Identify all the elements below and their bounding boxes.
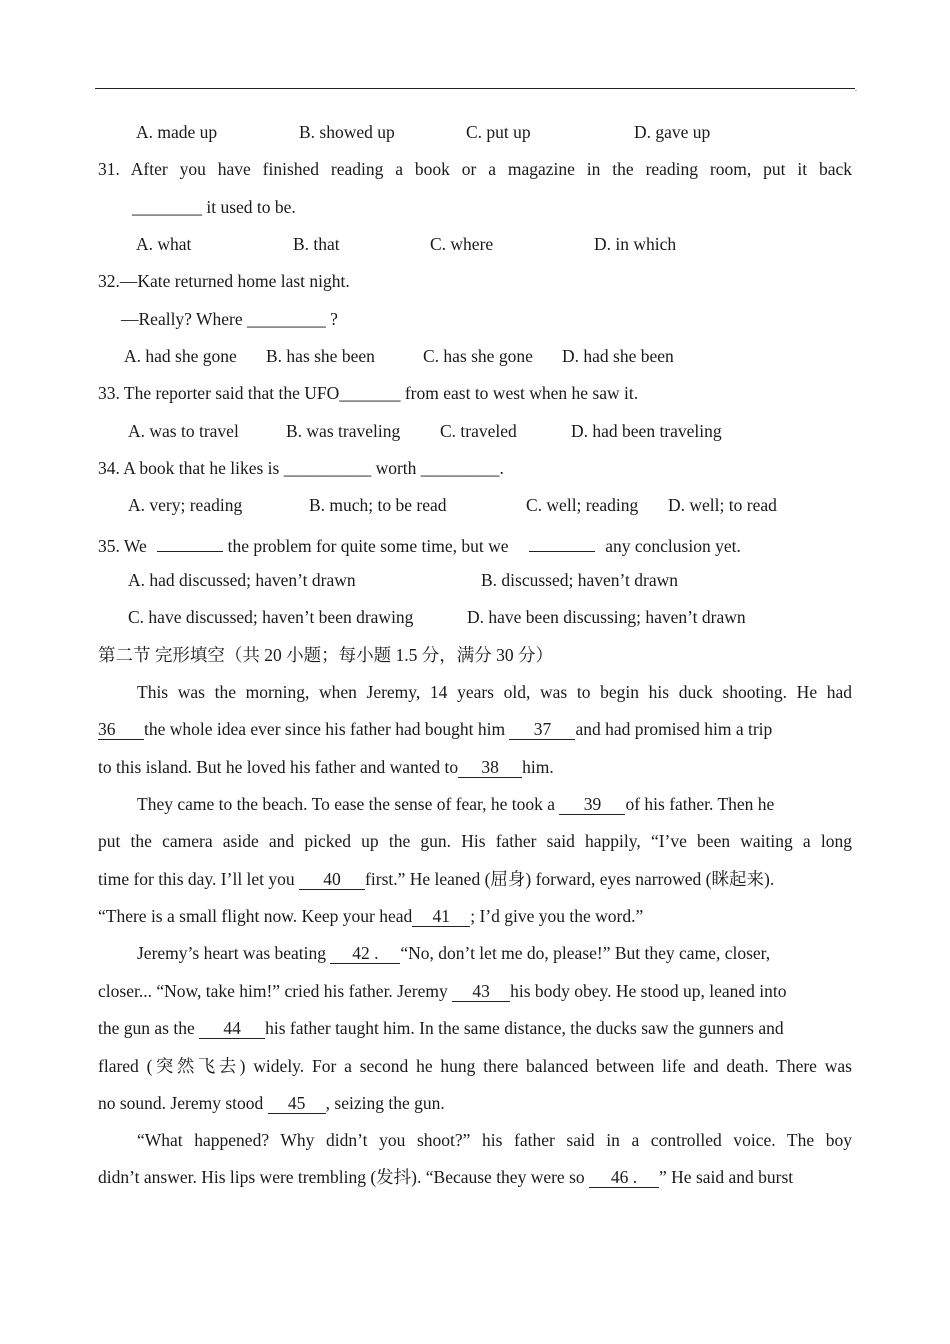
- q35-blank-1: [157, 531, 223, 552]
- q32-option-d: D. had she been: [562, 346, 674, 366]
- q35-blank-2: [529, 531, 595, 552]
- passage-line-10: [98, 1016, 852, 1040]
- q33-option-b: B. was traveling: [286, 421, 401, 441]
- q34-options: [98, 493, 852, 517]
- blank-43: 43: [452, 981, 510, 1002]
- q30-option-a: A. made up: [136, 122, 218, 142]
- passage-line-3: [98, 755, 852, 779]
- q35-stem-part3: any conclusion yet.: [600, 536, 741, 556]
- q35-option-c: C. have discussed; haven’t been drawing: [128, 607, 414, 627]
- passage-text: closer... “Now, take him!” cried his father. Jeremy: [98, 981, 453, 1001]
- q33-option-d: D. had been traveling: [571, 421, 722, 441]
- q35-stem-part2: the problem for quite some time, but we: [223, 536, 513, 556]
- blank-44: 44: [199, 1018, 265, 1039]
- passage-text: “There is a small flight now. Keep your head: [98, 906, 413, 926]
- passage-text: Jeremy’s heart was beating: [137, 943, 331, 963]
- passage-line-11: flared (突然飞去) widely. For a second he hung there balanced between life and death. There was: [98, 1056, 852, 1076]
- q35-stem-part1: 35. We: [98, 536, 152, 556]
- q30-option-b: B. showed up: [299, 122, 395, 142]
- passage-line-12: [98, 1091, 852, 1115]
- blank-45: 45: [268, 1093, 326, 1114]
- q31-blank: ________: [132, 197, 202, 217]
- passage-text: time for this day. I’ll let you: [98, 869, 300, 889]
- q33-option-c: C. traveled: [440, 421, 517, 441]
- passage-text: his father taught him. In the same distance, the ducks saw the gunners and: [265, 1018, 784, 1038]
- q34-option-a: A. very; reading: [128, 495, 243, 515]
- header-rule-end-mark: .: [855, 84, 857, 93]
- passage-text: didn’t answer. His lips were trembling (发抖). “Because they were so: [98, 1167, 590, 1187]
- q32-option-c: C. has she gone: [423, 346, 533, 366]
- passage-line-9: [98, 979, 852, 1003]
- passage-line-4: [137, 792, 852, 816]
- q34-stem: 34. A book that he likes is __________ worth _________.: [98, 458, 504, 478]
- q31-option-a: A. what: [136, 234, 192, 254]
- q31-option-b: B. that: [293, 234, 340, 254]
- passage-text: of his father. Then he: [625, 794, 775, 814]
- blank-37: 37: [509, 719, 575, 740]
- blank-46: 46 .: [589, 1167, 659, 1188]
- passage-text: to this island. But he loved his father and wanted to: [98, 757, 459, 777]
- blank-36: 36: [98, 719, 144, 740]
- passage-line-1: This was the morning, when Jeremy, 14 years old, was to begin his duck shooting. He had: [137, 682, 852, 702]
- q30-option-d: D. gave up: [634, 122, 711, 142]
- passage-text: no sound. Jeremy stood: [98, 1093, 268, 1113]
- blank-38: 38: [458, 757, 522, 778]
- q32-option-a: A. had she gone: [124, 346, 237, 366]
- passage-text: first.” He leaned (屈身) forward, eyes narrowed (眯起来).: [365, 869, 775, 889]
- q35-options-row2: [98, 605, 852, 629]
- q31-stem-line2: [132, 195, 832, 219]
- passage-text: ; I’d give you the word.”: [470, 906, 644, 926]
- blank-39: 39: [559, 794, 625, 815]
- q35-stem: [98, 531, 852, 555]
- blank-40: 40: [299, 869, 365, 890]
- q30-options: [98, 120, 852, 144]
- passage-text: his body obey. He stood up, leaned into: [510, 981, 787, 1001]
- q35-option-d: D. have been discussing; haven’t drawn: [467, 607, 746, 627]
- header-rule: [95, 88, 855, 89]
- blank-42: 42 .: [330, 943, 400, 964]
- passage-text: , seizing the gun.: [325, 1093, 445, 1113]
- passage-line-5: put the camera aside and picked up the gun. His father said happily, “I’ve been waiting a long: [98, 831, 852, 851]
- passage-line-7: [98, 904, 852, 928]
- passage-text: the gun as the: [98, 1018, 200, 1038]
- passage-text: “No, don’t let me do, please!” But they came, closer,: [400, 943, 771, 963]
- passage-line-2: [98, 717, 852, 741]
- passage-text: the whole idea ever since his father had bought him: [144, 719, 510, 739]
- q33-stem: 33. The reporter said that the UFO_______ from east to west when he saw it.: [98, 383, 639, 403]
- q34-option-c: C. well; reading: [526, 495, 639, 515]
- q33-options: [98, 419, 852, 443]
- q31-option-c: C. where: [430, 234, 494, 254]
- passage-text: and had promised him a trip: [575, 719, 773, 739]
- passage-text: ” He said and burst: [659, 1167, 794, 1187]
- q32-options: [98, 344, 852, 368]
- q35-options-row1: [98, 568, 852, 592]
- q31-stem-rest: it used to be.: [202, 197, 296, 217]
- section-heading: 第二节 完形填空（共 20 小题；每小题 1.5 分，满分 30 分）: [98, 645, 553, 665]
- q30-option-c: C. put up: [466, 122, 531, 142]
- passage-line-13: “What happened? Why didn’t you shoot?” his father said in a controlled voice. The boy: [137, 1130, 852, 1150]
- q34-option-d: D. well; to read: [668, 495, 777, 515]
- passage-line-14: [98, 1165, 852, 1189]
- q31-stem-line1: 31. After you have finished reading a book or a magazine in the reading room, put it back: [98, 159, 852, 179]
- q35-option-a: A. had discussed; haven’t drawn: [128, 570, 356, 590]
- q31-options: [98, 232, 852, 256]
- q35-option-b: B. discussed; haven’t drawn: [481, 570, 679, 590]
- passage-line-6: [98, 867, 852, 891]
- passage-text: They came to the beach. To ease the sense of fear, he took a: [137, 794, 560, 814]
- q31-option-d: D. in which: [594, 234, 677, 254]
- q32-stem-line2: —Really? Where _________ ?: [121, 309, 338, 329]
- q32-stem-line1: 32.—Kate returned home last night.: [98, 271, 350, 291]
- blank-41: 41: [412, 906, 470, 927]
- passage-line-8: [137, 941, 852, 965]
- passage-text: him.: [522, 757, 554, 777]
- q34-option-b: B. much; to be read: [309, 495, 447, 515]
- q33-option-a: A. was to travel: [128, 421, 239, 441]
- q32-option-b: B. has she been: [266, 346, 375, 366]
